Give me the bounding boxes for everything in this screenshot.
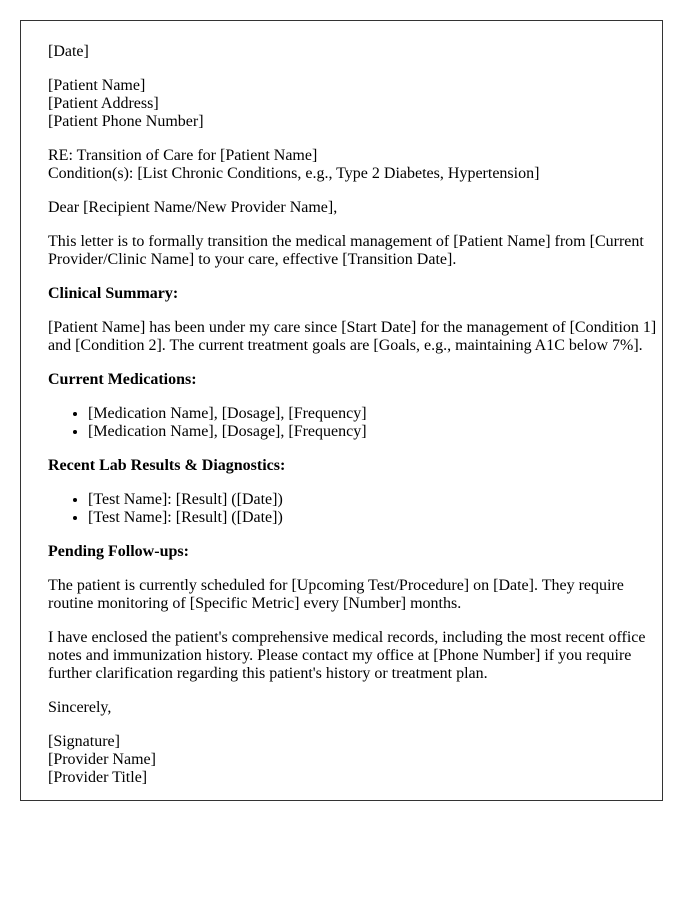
patient-address-line: [Patient Address] <box>48 95 159 112</box>
lab-results-list <box>48 491 657 527</box>
enclosure-paragraph: I have enclosed the patient's comprehensive medical records, including the most recent office notes and immunization history. Please contact my office at [Phone Number] if you require further clarification regarding this patient's history or treatment plan. <box>48 629 646 682</box>
patient-phone-line: [Patient Phone Number] <box>48 113 204 130</box>
intro-paragraph: This letter is to formally transition the medical management of [Patient Name] from [Current Provider/Clinic Name] to your care, effective [Transition Date]. <box>48 233 644 268</box>
medications-list <box>48 405 657 441</box>
provider-name-line: [Provider Name] <box>48 751 156 768</box>
signature-block <box>48 733 657 787</box>
letter-page <box>20 20 663 801</box>
patient-name-line: [Patient Name] <box>48 77 146 94</box>
medication-item: • [Medication Name], [Dosage], [Frequency] <box>88 423 657 441</box>
medication-item: • [Medication Name], [Dosage], [Frequency] <box>88 405 657 423</box>
pending-followups-heading: Pending Follow-ups: <box>48 543 189 560</box>
pending-followups-paragraph: The patient is currently scheduled for [Upcoming Test/Procedure] on [Date]. They require routine monitoring of [Specific Metric] every [Number] months. <box>48 577 624 612</box>
conditions-line: Condition(s): [List Chronic Conditions, e.g., Type 2 Diabetes, Hypertension] <box>48 165 540 182</box>
signature-line: [Signature] <box>48 733 120 750</box>
provider-title-line: [Provider Title] <box>48 769 148 786</box>
lab-result-item: • [Test Name]: [Result] ([Date]) <box>88 509 657 527</box>
subject-block <box>48 147 657 183</box>
lab-result-item: • [Test Name]: [Result] ([Date]) <box>88 491 657 509</box>
patient-address-block <box>48 77 657 131</box>
current-medications-heading: Current Medications: <box>48 371 197 388</box>
clinical-summary-heading: Clinical Summary: <box>48 285 179 302</box>
salutation: Dear [Recipient Name/New Provider Name], <box>48 199 338 216</box>
re-line: RE: Transition of Care for [Patient Name] <box>48 147 318 164</box>
closing-line: Sincerely, <box>48 699 112 716</box>
clinical-summary-paragraph: [Patient Name] has been under my care since [Start Date] for the management of [Condition 1] and [Condition 2]. The current treatment goals are [Goals, e.g., maintaining A1C below 7%]. <box>48 319 657 354</box>
lab-results-heading: Recent Lab Results & Diagnostics: <box>48 457 286 474</box>
date-line: [Date] <box>48 43 89 60</box>
